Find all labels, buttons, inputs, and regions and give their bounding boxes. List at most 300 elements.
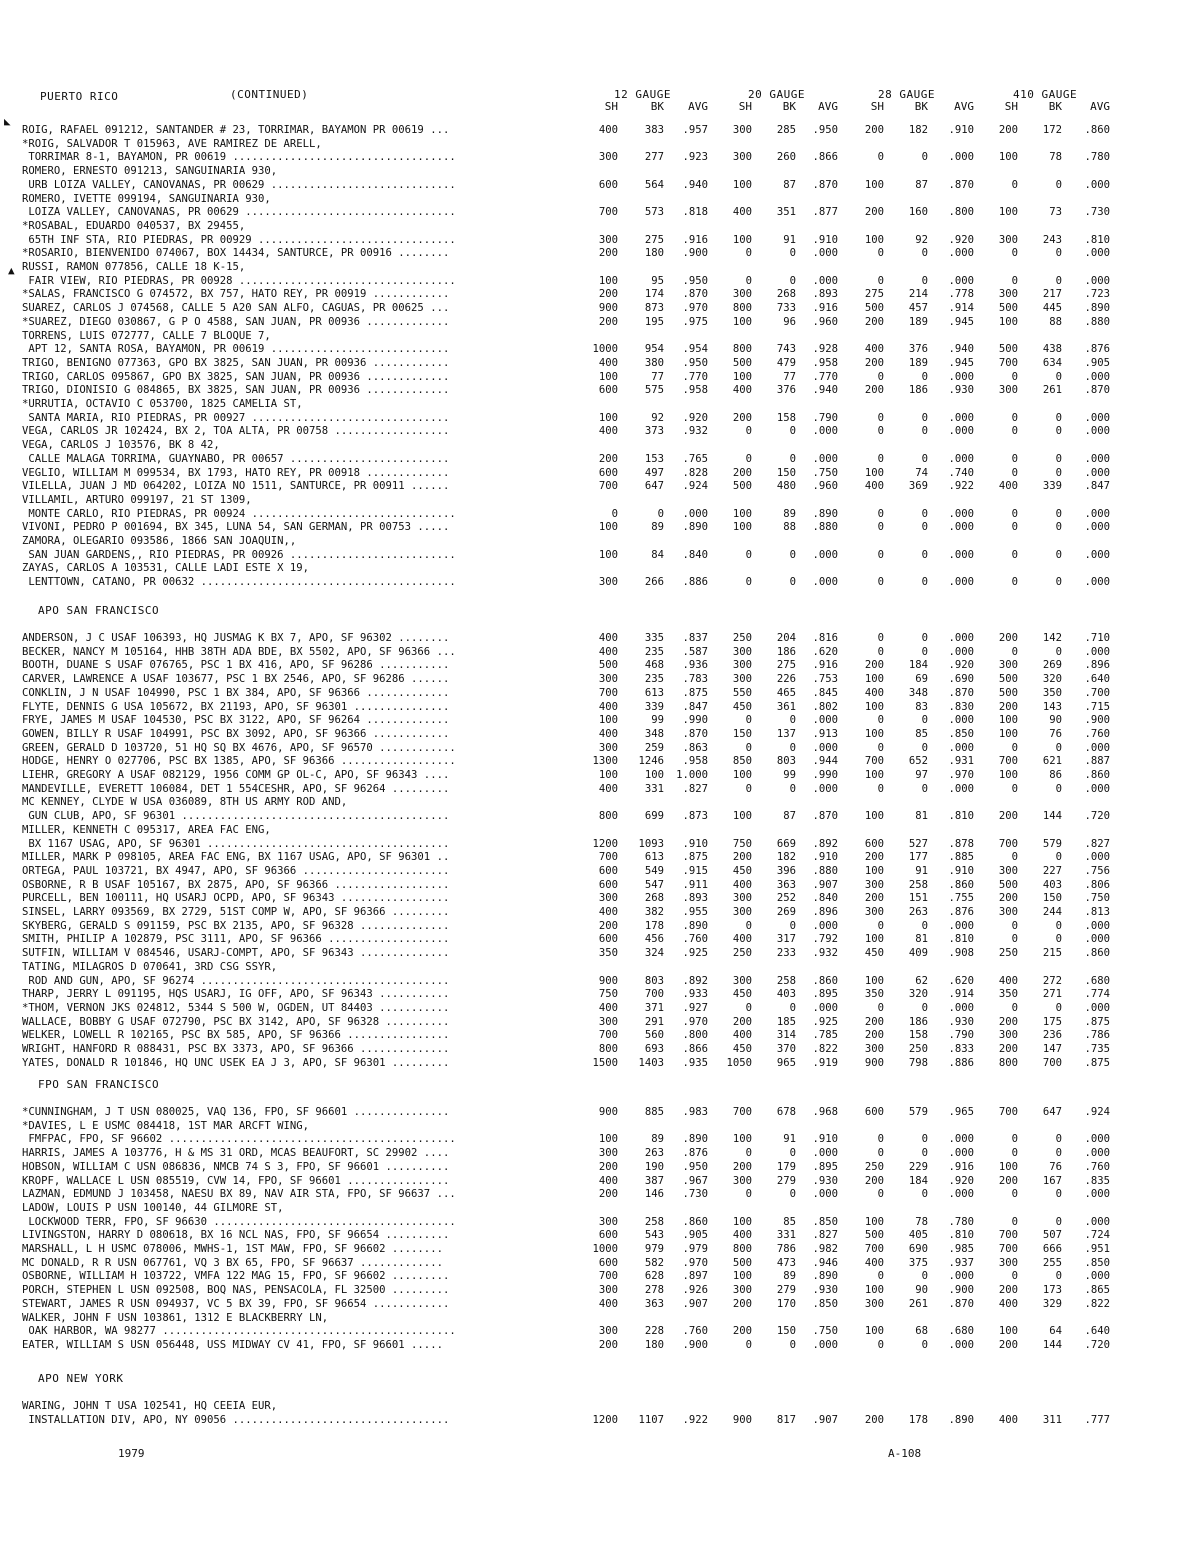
col-header-12-sh: SH [604,100,618,113]
shooter-entry: MARSHALL, L H USMC 078006, MWHS-1, 1ST MAW, FPO, SF 96602 ........ [22,1243,443,1255]
cell-410-avg: .000 [1084,851,1110,864]
cell-20-sh: 250 [732,947,752,960]
table-row [0,508,1200,522]
cell-28-bk: 229 [908,1160,928,1173]
cell-410-avg: .640 [1084,673,1110,686]
shooter-entry: *ROIG, SALVADOR T 015963, AVE RAMIREZ DE ARELL, [22,137,322,150]
cell-410-bk: 311 [1042,1413,1062,1426]
cell-12-avg: .870 [682,727,708,740]
cell-12-avg: .905 [682,1229,708,1242]
cell-12-bk: 613 [644,851,664,864]
cell-12-sh: 300 [598,1215,618,1228]
cell-410-avg: .860 [1084,769,1110,781]
cell-28-avg: .920 [948,233,974,246]
cell-20-bk: 0 [789,782,796,795]
cell-28-bk: 369 [908,480,928,493]
cell-28-sh: 300 [864,906,884,918]
cell-410-bk: 173 [1042,1284,1062,1297]
shooter-entry: SMITH, PHILIP A 102879, PSC 3111, APO, SF 96366 ................... [22,933,450,946]
cell-410-bk: 0 [1055,521,1062,534]
shooter-entry: LIEHR, GREGORY A USAF 082129, 1956 COMM GP OL-C, APO, SF 96343 .... [22,769,450,781]
table-row [0,810,1200,824]
cell-12-bk: 803 [644,974,664,987]
cell-20-sh: 300 [732,1174,752,1187]
cell-20-bk: 96 [783,315,796,328]
cell-12-bk: 84 [651,548,664,561]
cell-20-avg: .790 [812,411,838,424]
cell-20-bk: 363 [776,878,796,891]
cell-20-sh: 800 [732,302,752,315]
table-row [0,480,1200,494]
cell-12-bk: 324 [644,947,664,960]
table-row [0,1202,1200,1216]
cell-28-bk: 258 [908,878,928,891]
table-row [0,1029,1200,1043]
shooter-entry: FMFPAC, FPO, SF 96602 ............................................. [22,1133,456,1146]
cell-12-sh: 500 [598,659,618,672]
cell-20-sh: 300 [732,1284,752,1297]
cell-12-bk: 693 [644,1043,664,1055]
cell-12-sh: 700 [598,480,618,493]
cell-28-bk: 0 [921,151,928,164]
cell-410-bk: 271 [1042,988,1062,1001]
cell-20-avg: .000 [812,1001,838,1014]
cell-20-avg: .990 [812,769,838,781]
table-row [0,439,1200,453]
cell-20-bk: 0 [789,741,796,754]
cell-12-avg: .847 [682,700,708,713]
cell-12-avg: .926 [682,1284,708,1297]
cell-28-sh: 100 [864,864,884,877]
table-row [0,755,1200,769]
cell-28-sh: 350 [864,988,884,1001]
cell-20-sh: 300 [732,892,752,905]
table-row [0,535,1200,549]
cell-20-bk: 479 [776,356,796,369]
cell-12-sh: 200 [598,919,618,932]
cell-12-avg: .870 [682,288,708,301]
shooter-entry: MONTE CARLO, RIO PIEDRAS, PR 00924 ................................ [22,507,456,520]
table-row [0,562,1200,576]
cell-12-avg: .907 [682,1297,708,1310]
cell-410-bk: 0 [1055,466,1062,479]
shooter-entry: CONKLIN, J N USAF 104990, PSC 1 BX 384, APO, SF 96366 ............. [22,686,450,699]
cell-12-sh: 300 [598,1015,618,1028]
section-title: FPO SAN FRANCISCO [38,1078,160,1091]
cell-410-sh: 0 [1011,521,1018,534]
cell-12-avg: .970 [682,1015,708,1028]
cell-28-bk: 348 [908,686,928,699]
cell-12-bk: 348 [644,727,664,740]
cell-20-bk: 150 [776,466,796,479]
cell-410-bk: 0 [1055,1133,1062,1146]
cell-410-avg: .000 [1084,247,1110,260]
cell-20-sh: 700 [732,1106,752,1118]
cell-410-sh: 300 [998,906,1018,918]
cell-12-sh: 800 [598,1043,618,1055]
cell-12-avg: .873 [682,810,708,823]
cell-410-sh: 0 [1011,1188,1018,1201]
cell-20-bk: 0 [789,1188,796,1201]
table-row [0,1257,1200,1271]
cell-12-avg: .979 [682,1243,708,1255]
cell-12-bk: 100 [644,769,664,781]
cell-20-bk: 396 [776,864,796,877]
cell-12-bk: 979 [644,1243,664,1255]
cell-20-avg: .946 [812,1256,838,1269]
cell-20-sh: 0 [745,548,752,561]
cell-410-sh: 0 [1011,576,1018,589]
cell-28-avg: .870 [948,1297,974,1310]
cell-410-avg: .810 [1084,233,1110,246]
shooter-entry: VIVONI, PEDRO P 001694, BX 345, LUNA 54, SAN GERMAN, PR 00753 ..... [22,521,450,534]
table-row [0,261,1200,275]
cell-20-sh: 250 [732,632,752,644]
cell-410-sh: 700 [998,755,1018,768]
cell-20-avg: .913 [812,727,838,740]
cell-28-sh: 0 [877,521,884,534]
table-row [0,453,1200,467]
col-header-28-sh: SH [870,100,884,113]
cell-20-bk: 669 [776,837,796,850]
cell-12-bk: 277 [644,151,664,164]
cell-410-avg: .000 [1084,521,1110,534]
cell-12-bk: 560 [644,1029,664,1042]
table-row [0,412,1200,426]
cell-20-bk: 0 [789,919,796,932]
shooter-entry: LOIZA VALLEY, CANOVANAS, PR 00629 ................................. [22,206,456,219]
cell-12-bk: 371 [644,1001,664,1014]
cell-410-bk: 78 [1049,151,1062,164]
cell-28-avg: .810 [948,933,974,946]
cell-28-avg: .850 [948,727,974,740]
cell-12-avg: .936 [682,659,708,672]
cell-410-avg: .875 [1084,1056,1110,1069]
cell-20-bk: 258 [776,974,796,987]
cell-410-avg: .951 [1084,1243,1110,1255]
cell-28-avg: .000 [948,370,974,383]
shooter-entry: OSBORNE, R B USAF 105167, BX 2875, APO, SF 96366 .................. [22,878,450,891]
shooter-entry: CALLE MALAGA TORRIMA, GUAYNABO, PR 00657 ......................... [22,452,450,465]
cell-12-sh: 700 [598,1029,618,1042]
cell-12-sh: 100 [598,274,618,287]
shooter-entry: WRIGHT, HANFORD R 088431, PSC BX 3373, APO, SF 96366 .............. [22,1043,450,1055]
cell-410-avg: .000 [1084,576,1110,589]
cell-20-bk: 285 [776,124,796,136]
cell-28-sh: 0 [877,576,884,589]
cell-410-bk: 0 [1055,370,1062,383]
cell-410-avg: .724 [1084,1229,1110,1242]
cell-410-avg: .720 [1084,810,1110,823]
table-row [0,1270,1200,1284]
cell-410-avg: .786 [1084,1029,1110,1042]
cell-28-bk: 0 [921,370,928,383]
cell-12-bk: 628 [644,1270,664,1283]
cell-28-bk: 189 [908,356,928,369]
cell-12-sh: 200 [598,1188,618,1201]
table-row [0,701,1200,715]
cell-410-sh: 500 [998,673,1018,686]
cell-28-sh: 200 [864,659,884,672]
cell-410-bk: 0 [1055,1147,1062,1160]
cell-28-avg: .937 [948,1256,974,1269]
cell-20-sh: 150 [732,727,752,740]
cell-28-avg: .833 [948,1043,974,1055]
cell-410-sh: 0 [1011,452,1018,465]
cell-28-sh: 275 [864,288,884,301]
cell-12-avg: .000 [682,507,708,520]
cell-28-sh: 0 [877,1188,884,1201]
cell-410-sh: 0 [1011,247,1018,260]
cell-410-sh: 0 [1011,741,1018,754]
table-row [0,1016,1200,1030]
cell-20-sh: 100 [732,178,752,191]
cell-28-sh: 0 [877,1270,884,1283]
cell-20-bk: 268 [776,288,796,301]
cell-410-sh: 300 [998,659,1018,672]
cell-28-bk: 81 [915,810,928,823]
cell-12-avg: .770 [682,370,708,383]
cell-28-avg: .000 [948,1270,974,1283]
cell-20-bk: 376 [776,384,796,397]
cell-410-sh: 0 [1011,274,1018,287]
cell-12-sh: 100 [598,411,618,424]
cell-28-bk: 0 [921,411,928,424]
cell-28-sh: 300 [864,1297,884,1310]
cell-410-bk: 227 [1042,864,1062,877]
cell-12-sh: 100 [598,521,618,534]
cell-20-avg: .968 [812,1106,838,1118]
cell-28-avg: .680 [948,1325,974,1338]
cell-410-sh: 300 [998,384,1018,397]
cell-12-bk: 266 [644,576,664,589]
cell-12-sh: 400 [598,782,618,795]
cell-12-avg: .970 [682,1256,708,1269]
cell-20-sh: 500 [732,356,752,369]
shooter-entry: 65TH INF STA, RIO PIEDRAS, PR 00929 ............................... [22,233,456,246]
cell-12-sh: 200 [598,247,618,260]
cell-20-avg: .960 [812,315,838,328]
cell-12-sh: 900 [598,1106,618,1118]
cell-12-bk: 547 [644,878,664,891]
cell-20-sh: 0 [745,741,752,754]
cell-410-sh: 400 [998,1413,1018,1426]
cell-28-bk: 405 [908,1229,928,1242]
cell-20-sh: 100 [732,769,752,781]
cell-12-bk: 582 [644,1256,664,1269]
cell-28-bk: 92 [915,233,928,246]
region-title: PUERTO RICO [40,90,119,103]
cell-20-bk: 179 [776,1160,796,1173]
col-header-20-bk: BK [782,100,796,113]
shooter-entry: TORRIMAR 8-1, BAYAMON, PR 00619 ................................... [22,151,456,164]
cell-12-sh: 300 [598,576,618,589]
cell-12-sh: 700 [598,206,618,219]
cell-410-avg: .900 [1084,714,1110,727]
cell-410-avg: .896 [1084,659,1110,672]
cell-28-avg: .000 [948,919,974,932]
cell-410-bk: 272 [1042,974,1062,987]
cell-410-avg: .827 [1084,837,1110,850]
cell-410-bk: 144 [1042,810,1062,823]
cell-410-avg: .723 [1084,288,1110,301]
cell-28-avg: .931 [948,755,974,768]
cell-12-bk: 235 [644,673,664,686]
cell-28-avg: .000 [948,548,974,561]
cell-28-avg: .922 [948,480,974,493]
shooter-entry: LAZMAN, EDMUND J 103458, NAESU BX 89, NAV AIR STA, FPO, SF 96637 ... [22,1188,456,1201]
cell-410-avg: .777 [1084,1413,1110,1426]
cell-28-avg: .000 [948,576,974,589]
cell-20-bk: 158 [776,411,796,424]
cell-12-bk: 77 [651,370,664,383]
cell-410-sh: 100 [998,714,1018,727]
table-row [0,933,1200,947]
cell-12-sh: 1300 [592,755,618,768]
cell-28-bk: 0 [921,507,928,520]
cell-28-bk: 0 [921,1001,928,1014]
cell-12-bk: 468 [644,659,664,672]
col-header-410-sh: SH [1004,100,1018,113]
cell-20-bk: 786 [776,1243,796,1255]
cell-410-avg: .880 [1084,315,1110,328]
col-header-12-bk: BK [650,100,664,113]
cell-28-sh: 400 [864,343,884,356]
shooter-entry: CARVER, LAWRENCE A USAF 103677, PSC 1 BX 2546, APO, SF 96286 ...... [22,673,450,686]
cell-410-bk: 647 [1042,1106,1062,1118]
cell-20-sh: 400 [732,1229,752,1242]
cell-20-sh: 0 [745,782,752,795]
cell-12-sh: 200 [598,452,618,465]
cell-410-sh: 700 [998,1106,1018,1118]
cell-20-bk: 91 [783,1133,796,1146]
cell-20-bk: 351 [776,206,796,219]
cell-410-avg: .806 [1084,878,1110,891]
shooter-entry: TRIGO, BENIGNO 077363, GPO BX 3825, SAN JUAN, PR 00936 ............ [22,356,450,369]
table-row [0,1325,1200,1339]
cell-20-avg: .916 [812,659,838,672]
cell-12-sh: 100 [598,1133,618,1146]
cell-410-bk: 320 [1042,673,1062,686]
table-row [0,783,1200,797]
cell-12-bk: 99 [651,714,664,727]
cell-410-bk: 438 [1042,343,1062,356]
cell-410-sh: 200 [998,892,1018,905]
cell-28-sh: 0 [877,1338,884,1351]
cell-410-avg: .000 [1084,933,1110,946]
table-row [0,275,1200,289]
cell-28-sh: 100 [864,810,884,823]
cell-12-bk: 387 [644,1174,664,1187]
cell-20-avg: .850 [812,1215,838,1228]
cell-410-bk: 172 [1042,124,1062,136]
cell-20-bk: 0 [789,548,796,561]
cell-20-sh: 300 [732,645,752,658]
cell-410-avg: .865 [1084,1284,1110,1297]
cell-28-bk: 178 [908,1413,928,1426]
cell-12-avg: .924 [682,480,708,493]
cell-410-bk: 261 [1042,384,1062,397]
cell-12-avg: .765 [682,452,708,465]
cell-28-avg: .778 [948,288,974,301]
table-row [0,1284,1200,1298]
shooter-entry: FRYE, JAMES M USAF 104530, PSC BX 3122, APO, SF 96264 ............. [22,714,450,727]
cell-12-avg: .967 [682,1174,708,1187]
cell-410-bk: 64 [1049,1325,1062,1338]
shooter-entry: SAN JUAN GARDENS,, RIO PIEDRAS, PR 00926 .......................... [22,548,456,561]
shooter-entry: GUN CLUB, APO, SF 96301 .......................................... [22,810,450,823]
cell-410-bk: 147 [1042,1043,1062,1055]
cell-12-bk: 339 [644,700,664,713]
shooter-entry: *SALAS, FRANCISCO G 074572, BX 757, HATO REY, PR 00919 ............ [22,288,450,301]
cell-20-avg: .928 [812,343,838,356]
cell-410-bk: 0 [1055,1215,1062,1228]
cell-20-sh: 0 [745,714,752,727]
cell-28-sh: 200 [864,851,884,864]
shooter-entry: MC KENNEY, CLYDE W USA 036089, 8TH US ARMY ROD AND, [22,796,348,809]
cell-20-avg: .916 [812,302,838,315]
cell-20-avg: .958 [812,356,838,369]
cell-410-sh: 100 [998,1325,1018,1338]
cell-28-sh: 200 [864,315,884,328]
cell-20-sh: 850 [732,755,752,768]
cell-410-bk: 0 [1055,576,1062,589]
cell-12-avg: .935 [682,1056,708,1069]
cell-28-sh: 100 [864,178,884,191]
cell-28-sh: 100 [864,933,884,946]
cell-20-sh: 100 [732,370,752,383]
cell-410-bk: 0 [1055,933,1062,946]
cell-410-avg: .000 [1084,1001,1110,1014]
cell-28-avg: .916 [948,1160,974,1173]
cell-28-bk: 261 [908,1297,928,1310]
cell-20-avg: .944 [812,755,838,768]
cell-28-sh: 0 [877,151,884,164]
cell-28-avg: .000 [948,507,974,520]
shooter-entry: WARING, JOHN T USA 102541, HQ CEEIA EUR, [22,1400,278,1412]
cell-410-avg: .000 [1084,370,1110,383]
cell-20-bk: 269 [776,906,796,918]
cell-12-avg: .863 [682,741,708,754]
table-row [0,796,1200,810]
cell-20-sh: 200 [732,1015,752,1028]
cell-20-avg: .753 [812,673,838,686]
cell-20-bk: 170 [776,1297,796,1310]
cell-28-avg: .000 [948,1147,974,1160]
cell-410-avg: .710 [1084,632,1110,644]
shooter-entry: ZAMORA, OLEGARIO 093586, 1866 SAN JOAQUIN,, [22,535,297,547]
cell-20-sh: 100 [732,810,752,823]
cell-410-avg: .905 [1084,356,1110,369]
table-row [0,1243,1200,1257]
cell-12-avg: .927 [682,1001,708,1014]
cell-410-bk: 0 [1055,851,1062,864]
cell-410-bk: 215 [1042,947,1062,960]
shooter-entry: SINSEL, LARRY 093569, BX 2729, 51ST COMP W, APO, SF 96366 ......... [22,906,450,918]
cell-410-sh: 200 [998,632,1018,644]
cell-12-bk: 235 [644,645,664,658]
table-row [0,1339,1200,1353]
cell-410-bk: 0 [1055,782,1062,795]
cell-12-bk: 95 [651,274,664,287]
cell-12-sh: 600 [598,933,618,946]
cell-20-bk: 89 [783,1270,796,1283]
cell-410-bk: 143 [1042,700,1062,713]
cell-410-avg: .750 [1084,892,1110,905]
cell-28-sh: 300 [864,1043,884,1055]
cell-20-avg: .750 [812,466,838,479]
cell-12-avg: .892 [682,974,708,987]
